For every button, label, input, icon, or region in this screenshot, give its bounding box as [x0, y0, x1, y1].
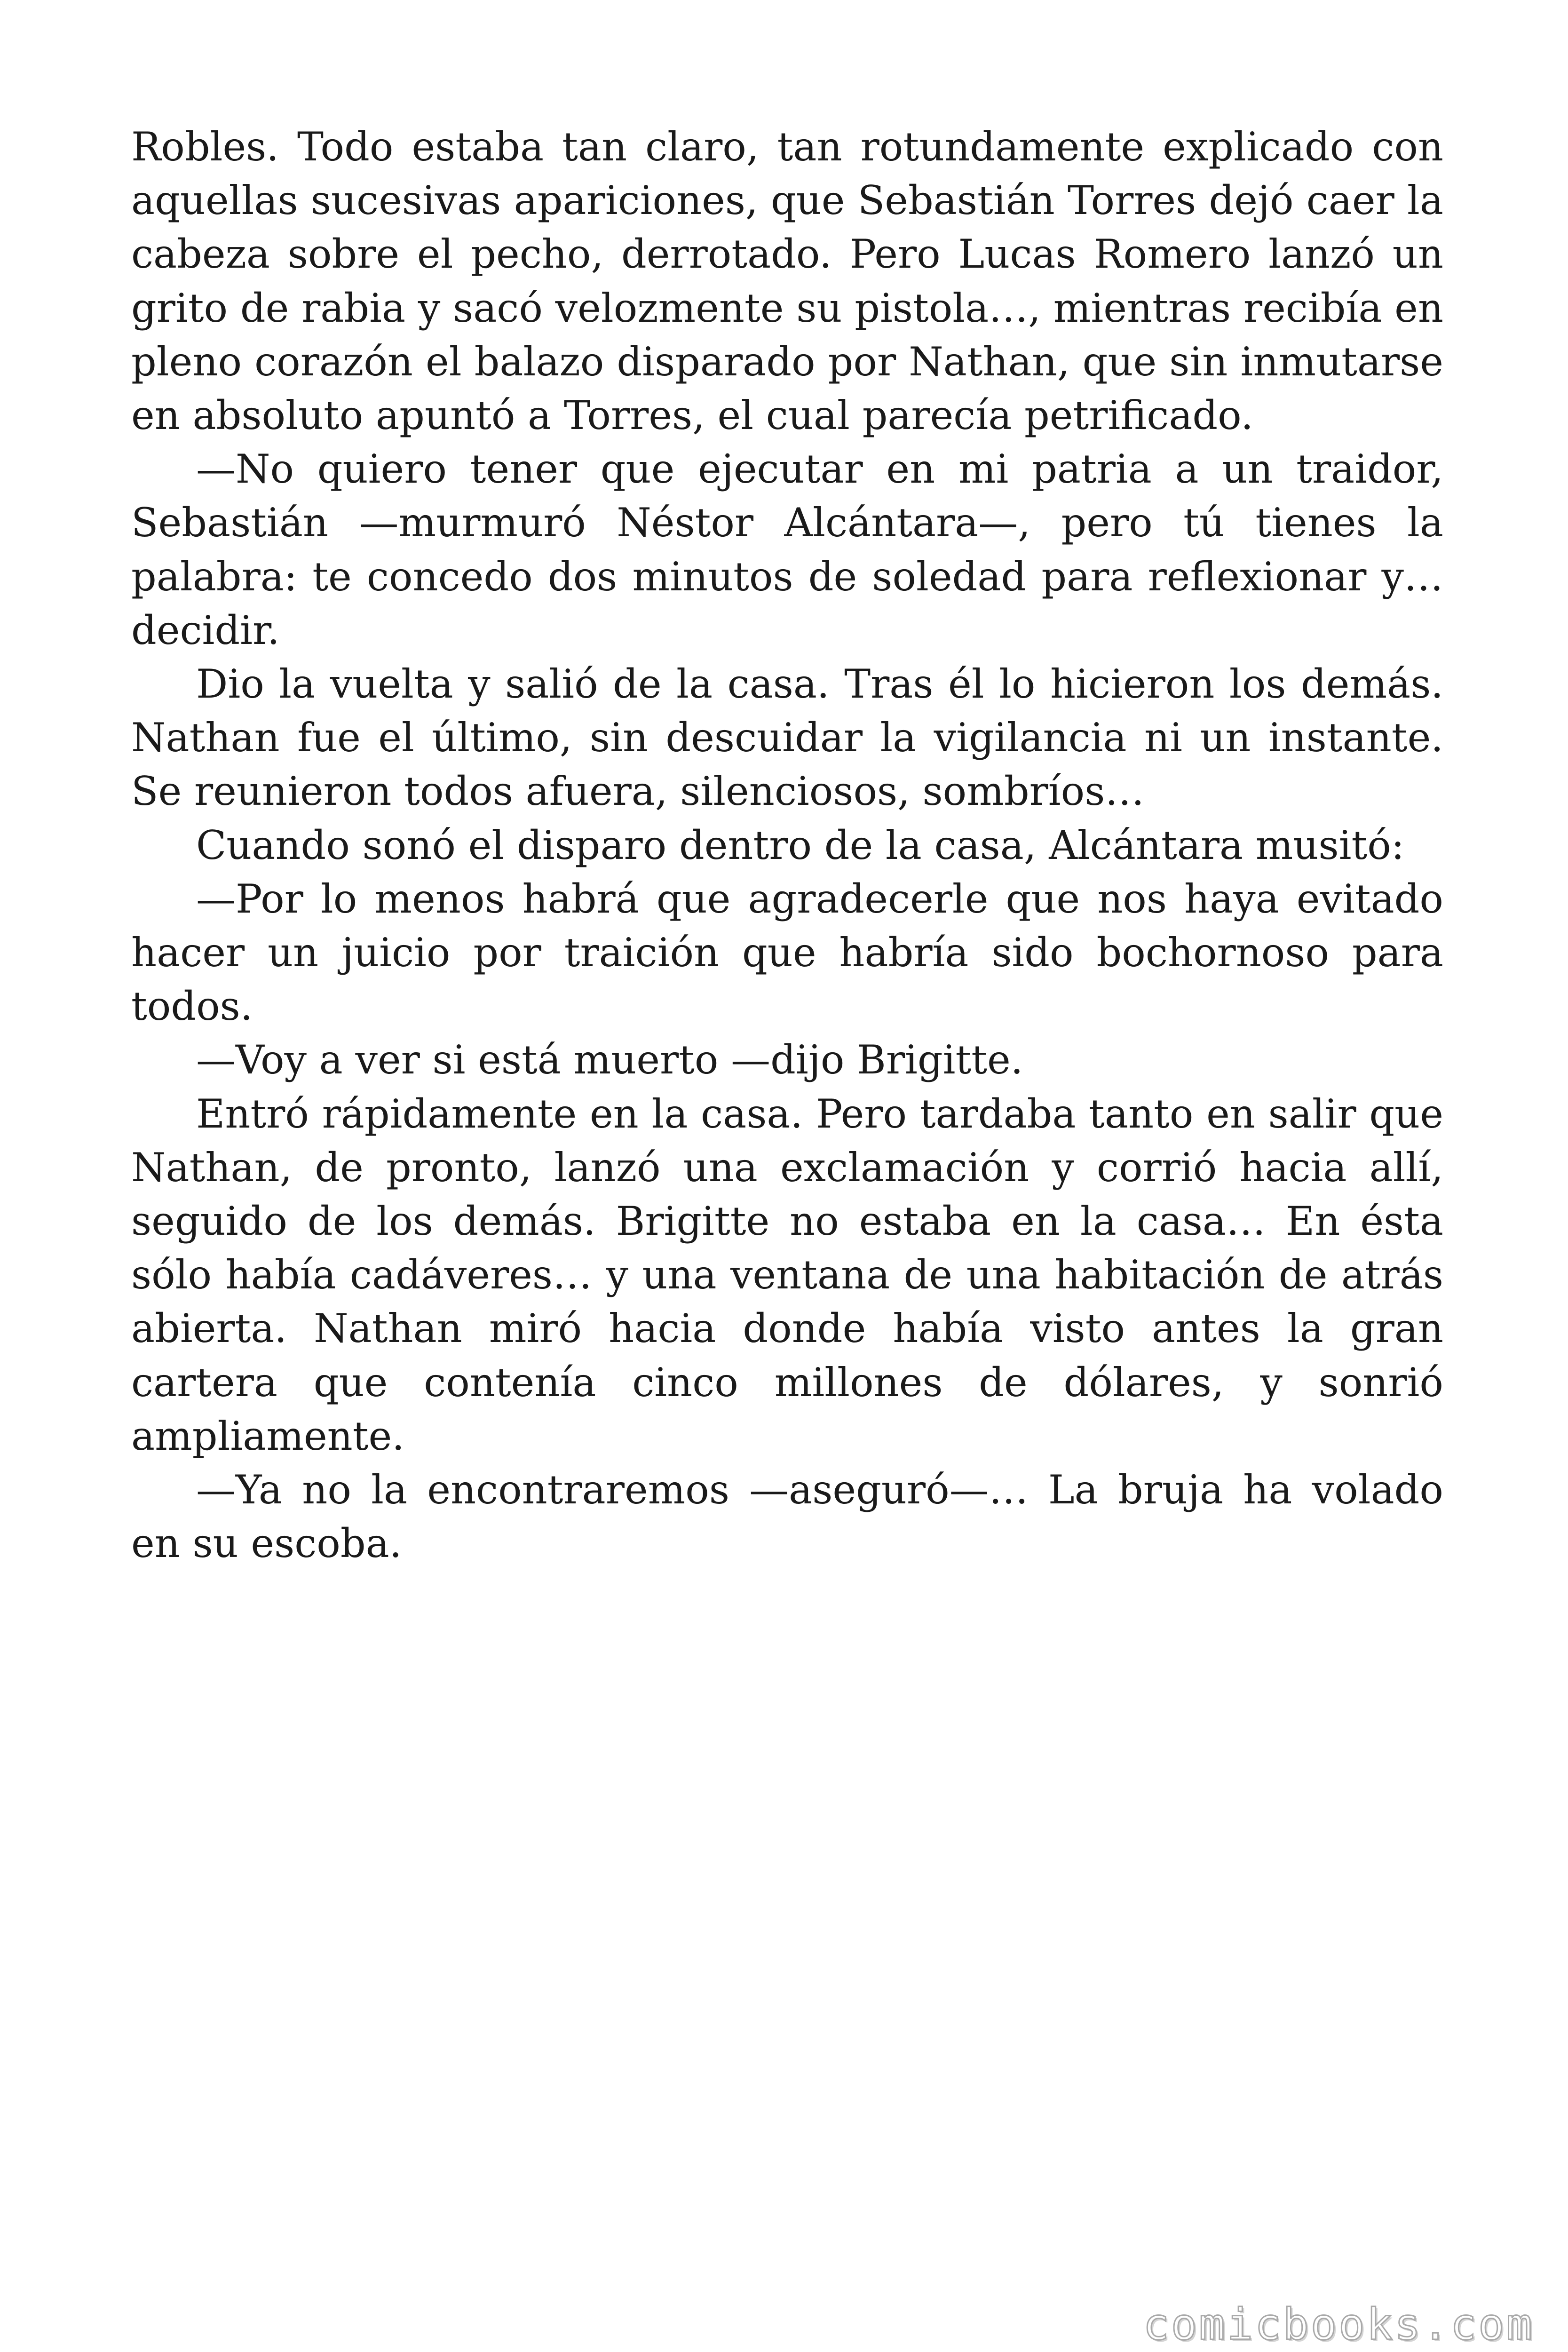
paragraph: —Por lo menos habrá que agradecerle que nos haya evitado hacer un juicio por traición que habría sido bochornoso para todos.: [131, 875, 1443, 1030]
paragraph: —Voy a ver si está muerto —dijo Brigitte.: [196, 1037, 1023, 1083]
paragraph: Entró rápidamente en la casa. Pero tardaba tanto en salir que Nathan, de pronto, lanzó una exclamación y corrió hacia allí, seguido de los demás. Brigitte no estaba en la casa… En ésta sólo había cadáveres… y una ventana de una habitación de atrás abierta. Nathan miró hacia donde había visto antes la gran cartera que contenía cinco millones de dólares, y sonrió ampliamente.: [131, 1090, 1443, 1459]
watermark: comicbooks.com: [1143, 2299, 1534, 2350]
paragraph: Cuando sonó el disparo dentro de la casa, Alcántara musitó:: [196, 822, 1405, 868]
paragraph: —No quiero tener que ejecutar en mi patria a un traidor, Sebastián —murmuró Néstor Alcántara—, pero tú tienes la palabra: te concedo dos minutos de soledad para reflexionar y… decidir.: [131, 446, 1443, 653]
paragraph: —Ya no la encontraremos —aseguró—… La bruja ha volado en su escoba.: [131, 1467, 1443, 1567]
paragraph: Robles. Todo estaba tan claro, tan rotundamente explicado con aquellas sucesivas apariciones, que Sebastián Torres dejó caer la cabeza sobre el pecho, derrotado. Pero Lucas Romero lanzó un grito de rabia y sacó velozmente su pistola…, mientras recibía en pleno corazón el balazo disparado por Nathan, que sin inmutarse en absoluto apuntó a Torres, el cual parecía petrificado.: [131, 124, 1443, 439]
paragraph: Dio la vuelta y salió de la casa. Tras él lo hicieron los demás. Nathan fue el último, sin descuidar la vigilancia ni un instante. Se reunieron todos afuera, silenciosos, sombríos…: [131, 661, 1443, 815]
body-text: [131, 120, 1443, 1570]
